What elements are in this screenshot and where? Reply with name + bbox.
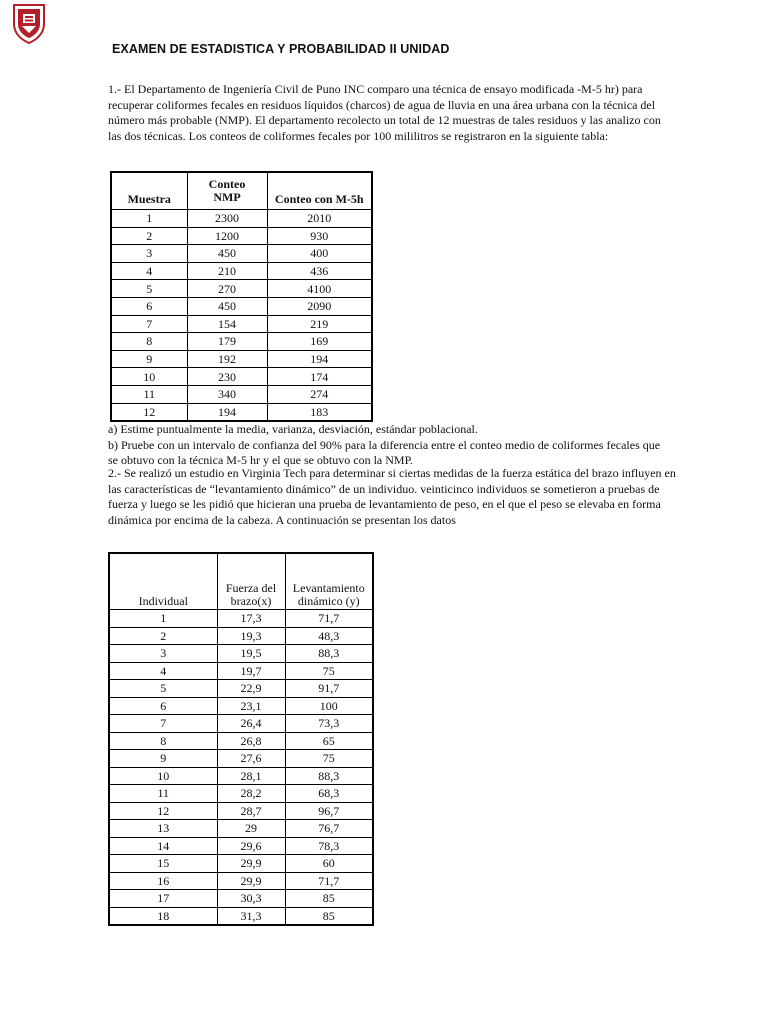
table-cell: 1	[109, 610, 217, 628]
table-cell: 65	[285, 732, 373, 750]
table-cell: 4	[111, 262, 187, 280]
table-row	[111, 350, 372, 368]
table-cell: 30,3	[217, 890, 285, 908]
table-cell: 8	[109, 732, 217, 750]
table-cell: 29,9	[217, 872, 285, 890]
table-cell: 31,3	[217, 907, 285, 925]
table-cell: 23,1	[217, 697, 285, 715]
table-cell: 2	[109, 627, 217, 645]
table-cell: 76,7	[285, 820, 373, 838]
table-row	[111, 368, 372, 386]
table-cell: 10	[109, 767, 217, 785]
table-cell: 3	[109, 645, 217, 663]
table-cell: 2300	[187, 210, 267, 228]
table-cell: 85	[285, 907, 373, 925]
table-header-row	[111, 172, 372, 210]
table-cell: 68,3	[285, 785, 373, 803]
table-cell: 73,3	[285, 715, 373, 733]
table-cell: 400	[267, 245, 372, 263]
column-header: Individual	[109, 553, 217, 610]
table-row	[109, 855, 373, 873]
table-cell: 100	[285, 697, 373, 715]
table-cell: 450	[187, 245, 267, 263]
table-cell: 179	[187, 333, 267, 351]
table-cell: 210	[187, 262, 267, 280]
table-cell: 48,3	[285, 627, 373, 645]
table-cell: 28,2	[217, 785, 285, 803]
table-cell: 29,6	[217, 837, 285, 855]
table-cell: 194	[267, 350, 372, 368]
table-cell: 17	[109, 890, 217, 908]
table-cell: 60	[285, 855, 373, 873]
table-cell: 78,3	[285, 837, 373, 855]
table-cell: 4	[109, 662, 217, 680]
table-cell: 88,3	[285, 645, 373, 663]
column-header: Conteo NMP	[187, 172, 267, 210]
table-row	[109, 767, 373, 785]
table-cell: 450	[187, 297, 267, 315]
table-row	[111, 210, 372, 228]
table-cell: 2010	[267, 210, 372, 228]
table-row	[111, 403, 372, 421]
table-cell: 4100	[267, 280, 372, 298]
table-cell: 71,7	[285, 610, 373, 628]
table-cell: 7	[109, 715, 217, 733]
table-row	[111, 297, 372, 315]
table-cell: 75	[285, 662, 373, 680]
table-row	[109, 680, 373, 698]
table-row	[111, 280, 372, 298]
table-cell: 16	[109, 872, 217, 890]
university-seal-icon	[11, 2, 47, 44]
table-cell: 26,4	[217, 715, 285, 733]
table-cell: 27,6	[217, 750, 285, 768]
table-row	[109, 820, 373, 838]
problem-1-statement: 1.- El Departamento de Ingeniería Civil de Puno INC comparo una técnica de ensayo modificada -M-5 hr) para recuperar coliformes fecales en residuos líquidos (charcos) de agua de lluvia en una área urbana con la técnica del número más probable (NMP). El departamento recolecto un total de 12 muestras de tales residuos y las analizo con las dos técnicas. Los conteos de coliformes fecales por 100 mililitros se registraron en la siguiente tabla:	[108, 82, 661, 143]
table-row	[109, 697, 373, 715]
coliform-counts-table	[110, 171, 373, 422]
table-cell: 2090	[267, 297, 372, 315]
table-cell: 7	[111, 315, 187, 333]
table-row	[109, 837, 373, 855]
table-cell: 174	[267, 368, 372, 386]
table-cell: 85	[285, 890, 373, 908]
table-row	[109, 802, 373, 820]
table-cell: 169	[267, 333, 372, 351]
table-cell: 29,9	[217, 855, 285, 873]
table-row	[111, 262, 372, 280]
table-cell: 12	[111, 403, 187, 421]
table-cell: 436	[267, 262, 372, 280]
table-cell: 340	[187, 385, 267, 403]
table-row	[111, 315, 372, 333]
table-cell: 9	[111, 350, 187, 368]
table-row	[111, 333, 372, 351]
table-cell: 1	[111, 210, 187, 228]
table-cell: 11	[111, 385, 187, 403]
table-cell: 15	[109, 855, 217, 873]
table-row	[109, 627, 373, 645]
table-cell: 192	[187, 350, 267, 368]
table-cell: 18	[109, 907, 217, 925]
table-cell: 29	[217, 820, 285, 838]
table-cell: 3	[111, 245, 187, 263]
table-cell: 1200	[187, 227, 267, 245]
table-cell: 6	[109, 697, 217, 715]
column-header: Muestra	[111, 172, 187, 210]
table-cell: 28,7	[217, 802, 285, 820]
table-row	[109, 872, 373, 890]
problem-2-statement: 2.- Se realizó un estudio en Virginia Tech para determinar si ciertas medidas de la fuerza estática del brazo influyen en las características de “levantamiento dinámico” de un individuo. veinticinco individuos se sometieron a pruebas de fuerza y luego se les pidió que hicieran una prueba de levantamiento de peso, en el que el peso se elevaba en forma dinámica por encima de la cabeza. A continuación se presentan los datos	[108, 466, 676, 527]
exam-title: EXAMEN DE ESTADISTICA Y PROBABILIDAD II UNIDAD	[112, 42, 450, 56]
table-cell: 6	[111, 297, 187, 315]
table-cell: 12	[109, 802, 217, 820]
column-header: Fuerza del brazo(x)	[217, 553, 285, 610]
table-cell: 91,7	[285, 680, 373, 698]
column-header: Conteo con M-5h	[267, 172, 372, 210]
question-b: b) Pruebe con un intervalo de confianza del 90% para la diferencia entre el conteo medio de coliformes fecales que se obtuvo con la técnica M-5 hr y el que se obtuvo con la NMP.	[108, 437, 661, 468]
table-cell: 9	[109, 750, 217, 768]
table-row	[109, 662, 373, 680]
table-cell: 19,5	[217, 645, 285, 663]
table-cell: 154	[187, 315, 267, 333]
table-cell: 22,9	[217, 680, 285, 698]
table-cell: 28,1	[217, 767, 285, 785]
table-cell: 75	[285, 750, 373, 768]
problem-1-questions	[108, 422, 668, 469]
table-row	[111, 385, 372, 403]
table-row	[109, 732, 373, 750]
table-cell: 219	[267, 315, 372, 333]
table-cell: 88,3	[285, 767, 373, 785]
question-a: a) Estime puntualmente la media, varianza, desviación, estándar poblacional.	[108, 422, 478, 436]
table-cell: 230	[187, 368, 267, 386]
table-cell: 17,3	[217, 610, 285, 628]
table-cell: 14	[109, 837, 217, 855]
table-cell: 5	[109, 680, 217, 698]
table-row	[111, 227, 372, 245]
table-cell: 11	[109, 785, 217, 803]
table-cell: 26,8	[217, 732, 285, 750]
table-cell: 10	[111, 368, 187, 386]
table-cell: 8	[111, 333, 187, 351]
table-row	[109, 890, 373, 908]
arm-strength-table	[108, 552, 374, 926]
table-row	[109, 715, 373, 733]
table-cell: 19,3	[217, 627, 285, 645]
table-row	[109, 907, 373, 925]
table-cell: 13	[109, 820, 217, 838]
table-row	[109, 645, 373, 663]
table-row	[109, 785, 373, 803]
table-row	[109, 610, 373, 628]
table-cell: 19,7	[217, 662, 285, 680]
table-cell: 930	[267, 227, 372, 245]
table-cell: 183	[267, 403, 372, 421]
table-cell: 270	[187, 280, 267, 298]
table-cell: 5	[111, 280, 187, 298]
table-row	[109, 750, 373, 768]
table-cell: 194	[187, 403, 267, 421]
column-header: Levantamiento dinámico (y)	[285, 553, 373, 610]
table-cell: 71,7	[285, 872, 373, 890]
table-header-row	[109, 553, 373, 610]
table-row	[111, 245, 372, 263]
table-cell: 96,7	[285, 802, 373, 820]
table-cell: 274	[267, 385, 372, 403]
table-cell: 2	[111, 227, 187, 245]
